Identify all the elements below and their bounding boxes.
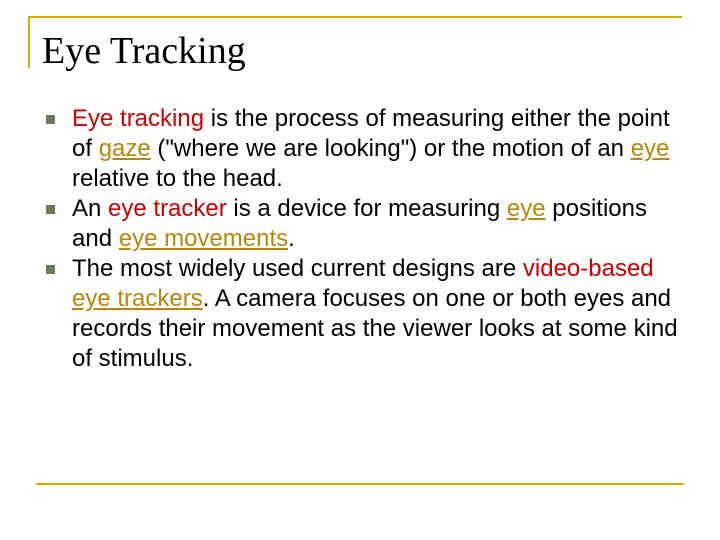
title-rule-horizontal (28, 16, 682, 18)
link-eye-movements[interactable]: eye movements (118, 225, 289, 252)
bullet-item-3 (46, 254, 686, 374)
term-eye-tracking: Eye tracking (72, 105, 205, 132)
bullet-text: is the process of measuring either the point of (72, 105, 670, 162)
square-bullet-icon (46, 205, 55, 214)
bullet-text: . A camera focuses on one or both eyes and records their movement as the viewer looks at some kind of stimulus. (72, 285, 678, 372)
bullet-list (46, 104, 686, 374)
link-eye-trackers[interactable]: eye trackers (72, 285, 203, 312)
slide-title: Eye Tracking (42, 30, 246, 72)
bullet-text: relative to the head. (72, 165, 283, 192)
bullet-text: . (288, 225, 295, 252)
term-eye-tracker: eye tracker (108, 195, 227, 222)
term-video-based: video-based (522, 255, 654, 282)
bottom-rule (36, 483, 684, 485)
bullet-text: positions and (72, 195, 647, 252)
square-bullet-icon (46, 115, 55, 124)
link-eye[interactable]: eye (630, 135, 670, 162)
bullet-item-1 (46, 104, 686, 194)
bullet-text: The most widely used current designs are (72, 255, 523, 282)
square-bullet-icon (46, 265, 55, 274)
bullet-item-2 (46, 194, 686, 254)
title-rule-vertical (28, 16, 30, 68)
link-eye[interactable]: eye (506, 195, 546, 222)
link-gaze[interactable]: gaze (98, 135, 151, 162)
bullet-text: is a device for measuring (226, 195, 507, 222)
bullet-text: ("where we are looking") or the motion of an (150, 135, 631, 162)
bullet-text: An (72, 195, 109, 222)
